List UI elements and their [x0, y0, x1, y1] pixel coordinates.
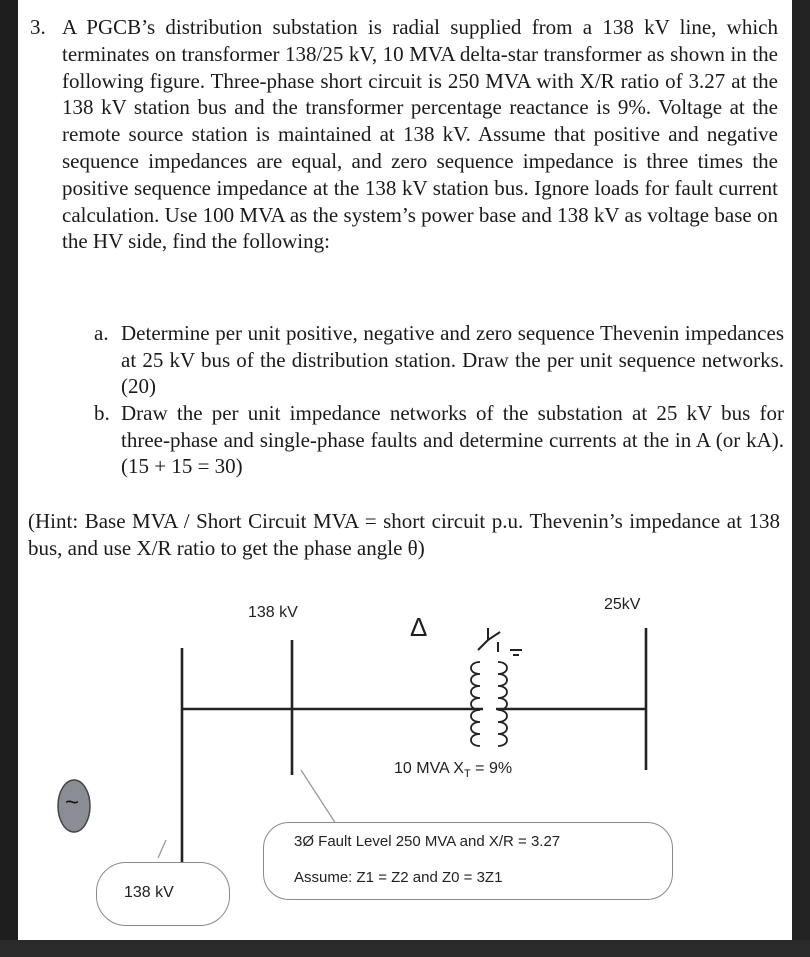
hint-text: (Hint: Base MVA / Short Circuit MVA = short circuit p.u. Thevenin’s impedance at 138 bus, and use X/R ratio to get the phase angle θ)	[28, 509, 780, 560]
delta-winding-icon: Δ	[410, 612, 428, 642]
bus-25kv-label: 25kV	[604, 596, 641, 613]
generator-tilde: ~	[65, 789, 80, 816]
assumption-text: Assume: Z1 = Z2 and Z0 = 3Z1	[294, 869, 503, 886]
source-bus-label: 138 kV	[124, 884, 174, 901]
part-a-text: Determine per unit positive, negative and zero sequence Thevenin impedances at 25 kV bus of the distribution station. Draw the per unit sequence networks. (20)	[121, 321, 784, 398]
left-border	[0, 0, 18, 957]
fault-level-callout	[263, 822, 673, 900]
transformer-rating-label: 10 MVA $X_T = 9\%$	[394, 760, 513, 781]
one-line-diagram	[18, 0, 792, 940]
transformer-symbol	[471, 662, 507, 746]
document-page	[18, 0, 792, 940]
wye-grounded-icon	[478, 628, 522, 655]
bus-box-pointer	[158, 840, 166, 858]
part-b-letter: b.	[94, 401, 110, 425]
source-bus-callout	[96, 862, 230, 926]
bus-138kv-label: 138 kV	[248, 604, 298, 621]
part-a-letter: a.	[94, 321, 109, 345]
callout-pointer	[301, 770, 336, 824]
question-text: A PGCB’s distribution substation is radial supplied from a 138 kV line, which terminates on transformer 138/25 kV, 10 MVA delta-star transformer as shown in the following figure. Three-phase short circuit is 250 MVA with X/R ratio of 3.27 at the 138 kV station bus and the transformer percentage reactance is 9%. Voltage at the remote source station is maintained at 138 kV. Assume that positive and negative sequence impedances are equal, and zero sequence impedance is three times the positive sequence impedance at the 138 kV station bus. Ignore loads for fault current calculation. Use 100 MVA as the system’s power base and 138 kV as voltage base on the HV side, find the following:	[62, 15, 778, 254]
fault-level-text: 3Ø Fault Level 250 MVA and X/R = 3.27	[294, 833, 561, 850]
part-b-text: Draw the per unit impedance networks of the substation at 25 kV bus for three-phase and single-phase faults and determine currents at the in A (or kA). (15 + 15 = 30)	[121, 401, 784, 478]
bottom-border	[0, 940, 810, 957]
question-number: 3.	[30, 15, 46, 39]
